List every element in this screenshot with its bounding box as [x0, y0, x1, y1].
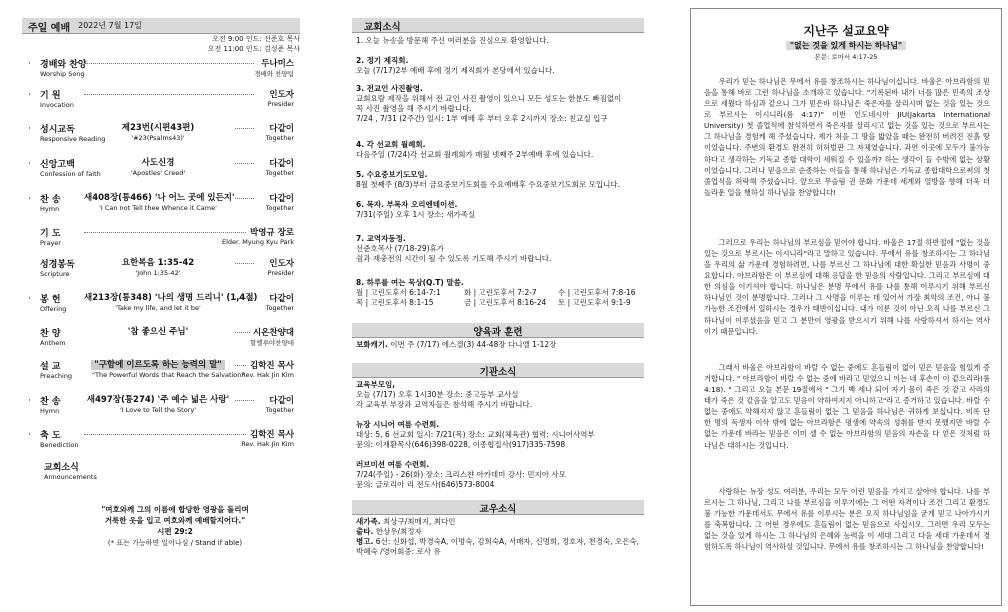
bullet: ·: [28, 124, 31, 134]
item-content-en: 'I Can not Tell thee Whence it Came': [99, 204, 217, 212]
news-line: 꼭 사진 촬영을 해 주시기 바랍니다.: [356, 104, 472, 114]
item-content: 제23번(시편43편): [82, 121, 234, 133]
news-head: 4. 각 선교회 월례회.: [356, 140, 426, 149]
community-row: [356, 537, 654, 547]
qt-day: 월 | 고린도후서 6:14-7:1: [356, 288, 441, 298]
item-content-en: "The Powerful Words that Reach the Salvation": [92, 371, 245, 379]
item-leader-en: 할렐루야찬양대: [250, 339, 294, 347]
item-leader: 다같이: [266, 292, 294, 304]
worship-title: 주일 예배: [28, 23, 71, 34]
news-line: 선준호목사 (7/18-29)휴가: [356, 244, 445, 254]
org-head: 러브미션 여름 수련회.: [356, 460, 430, 469]
community-row: [356, 527, 654, 537]
item-title: 경배와 찬양: [40, 60, 87, 70]
item-leader-en: Together: [265, 134, 294, 142]
news-head: 5. 수요중보기도모임.: [356, 170, 428, 179]
community-row: [356, 547, 654, 557]
qt-day: 토 | 고린도후서 9:1-9: [558, 298, 631, 308]
training-section-header: [352, 323, 644, 338]
item-leader: 김학진 목사: [247, 359, 294, 371]
sermon-reference: 본문: 로마서 4:17-25: [814, 53, 878, 61]
org-line: 문의: 이재환목사(646)398-0228, 이종협집사(917)335-7598: [356, 440, 566, 450]
org-block-2: [356, 420, 654, 450]
leader-dots: [84, 434, 254, 435]
item-title-en: Hymn: [40, 407, 60, 415]
sermon-title: "구함에 이르도록 하는 능력의 말": [91, 360, 224, 370]
sermon-subtitle-wrap: [690, 40, 1002, 51]
news-item-qt: [356, 278, 654, 308]
bullet: ·: [28, 159, 31, 169]
service-time-1: 오전 9:00 인도: 선준호 목사: [212, 35, 300, 43]
item-content: 새408장(통466) '나 어느 곳에 있든지': [84, 193, 235, 203]
item-title: 성시교독: [40, 125, 75, 135]
item-title: 설 교: [40, 362, 61, 372]
item-leader-en: Presider: [267, 100, 294, 108]
community-section-header: [352, 500, 644, 515]
order-item-hymn-1: [28, 192, 294, 222]
item-title: 찬 송: [40, 397, 61, 407]
order-item-creed: [28, 157, 294, 187]
sermon-summary-panel: [690, 0, 1002, 612]
item-title-en: Responsive Reading: [40, 135, 106, 143]
item-title: 신앙고백: [40, 160, 75, 170]
item-leader-en: Together: [265, 169, 294, 177]
community-label: 새가족.: [356, 517, 381, 526]
item-leader-en: Rev. Hak Jin Kim: [241, 371, 294, 379]
org-line: 7/24(주일) - 26(화) 장소: 크리스챤 아카데미 강사: 민지아 사모: [356, 470, 566, 480]
news-item-7: [356, 234, 654, 264]
order-item-scripture: [32, 257, 294, 287]
bullet: ·: [28, 430, 31, 440]
order-item-responsive-reading: [28, 122, 294, 152]
news-head: 2. 정기 제직회.: [356, 56, 409, 65]
leader-dots: [84, 232, 254, 233]
order-item-prayer: [32, 226, 294, 256]
community-text: 박혜숙 /영어회중: 로사 유: [356, 547, 441, 557]
announcements-en: Announcements: [44, 473, 97, 481]
bullet: ·: [28, 90, 31, 100]
order-item-invocation: [28, 88, 294, 118]
community-text: 6선: 신화섭, 박경숙A, 이명숙, 김희숙A, 서매자, 신명희, 정호자, 천경숙, 오은숙,: [373, 537, 640, 547]
community-row: [356, 517, 654, 527]
orgs-title: 기관소식: [479, 367, 517, 378]
bullet: ·: [28, 396, 31, 406]
news-item-3: [356, 84, 654, 125]
news-section-header: [352, 18, 644, 33]
news-head: 7. 교역자동정.: [356, 234, 406, 243]
item-leader: 다같이: [266, 122, 294, 134]
item-title-en: Anthem: [40, 339, 66, 347]
order-item-offering: [28, 292, 294, 322]
item-leader-en: Rev. Hak Jin Kim: [241, 440, 294, 448]
item-title-en: Offering: [40, 305, 67, 313]
news-head: 6. 목자. 부목자 오리엔테이션.: [356, 200, 458, 209]
item-title-en: Invocation: [40, 101, 74, 109]
item-title-en: Confession of faith: [40, 170, 101, 178]
item-leader-en: Together: [265, 304, 294, 312]
qt-day: 수 | 고린도후서 7:8-16: [558, 288, 636, 298]
news-item-5: [356, 170, 654, 190]
community-text: 최상구/최매지, 최다인: [380, 517, 456, 526]
community-label: 출타.: [356, 527, 374, 537]
news-section-title: 교회소식: [364, 22, 401, 33]
item-leader: 다같이: [266, 394, 294, 406]
org-head: 교육부모임,: [356, 380, 396, 389]
item-leader: 두나미스: [258, 57, 294, 69]
news-item-4: [356, 140, 654, 160]
item-title: 찬 송: [40, 195, 61, 205]
news-head: 3. 전교인 사진촬영.: [356, 84, 423, 93]
sermon-paragraph-2: 그러므로 우리는 하나님의 부르심을 믿어야 합니다. 바울은 17절 하반절에 "없는 것을 있는 것으로 부르시는 이시니라"라고 말하고 있습니다. 무에서 유를 창조하시는 그 하나님을 우리의 삶 가운데 경험하려면, 나를 부르신 그 하나님에 대한 확실한 믿음과 사명이 중요합니다. 아브라함은 이 부르심에 대해 응답을 한 믿음의 사람입니다. 그리고 부르심에 대한 의심을 이기셔야 합니다. 하나님은 분명 무에서 유를 나를 통해 이루시기 위해 부르신 하나님인 것이 분명합니다. 그러나 그 사명을 이루는 데 있어서 가장 최악의 조건, 아니 불가능한 조건에서 일하시는 경우가 태반이십니다. 내가 이룬 것이 아닌 오직 나를 부르신 그 하나님이 이루셨음을 믿고 그 분만이 영광을 받으시기 위해 나를 사랑하셔서 하시는 역사이기 때문입니다.: [704, 238, 990, 336]
item-title: 축 도: [40, 431, 61, 441]
bullet: ·: [28, 59, 31, 69]
org-block-3: [356, 460, 654, 490]
item-title: 찬 양: [40, 329, 61, 339]
community-title: 교우소식: [479, 504, 517, 515]
news-line: 8월 첫째주 (8/3)부터 금요중보기도회를 수요예배후 수요중보기도회로 모입니다.: [356, 180, 620, 190]
org-line: 각 교육부 부장과 교역자들은 참석해 주시기 바랍니다.: [356, 400, 533, 410]
org-line: 대상: 5, 6 선교회 일시: 7/21(목) 장소: 교회(체육관) 협력: 시니어사역부: [356, 430, 595, 440]
training-title: 양육과 훈련: [473, 327, 523, 338]
item-title-en: Hymn: [40, 205, 60, 213]
sermon-paragraph-3: 그래서 바울은 아브라함이 바랄 수 없는 중에도 흔들림이 없이 믿은 믿음을 힘있게 증거합니다. " 아브라함이 바랄 수 없는 중에 바라고 믿었으니 이는 네 후손이 이 같으리라(롬 4:18). " 그리고 오늘 본문 19절에서 " 그가 백 세나 되어 자기 몸이 죽은 것 같고 사라의 태가 죽은 것 같음을 알고도 믿음이 약하여지지 아니하고"라고 증거하고 있습니다. 바랄 수 없는 중에도 약해지지 않고 흔들림이 없는 그 믿음을 하나님은 귀하게 보십니다. 비록 단 한 명의 독생자 이삭 밖에 없는 아브라함은 평생에 약속의 성취를 받지 못했지만 바랄 수 없는 가운데 바라는 믿음은 이미 셀 수 없는 아브라함의 믿음의 자손을 다 얻은 것처럼 하나님은 대하시는 것입니다.: [704, 363, 990, 450]
item-leader-en: Together: [265, 406, 294, 414]
orgs-section-header: [352, 363, 644, 378]
item-title-en: Preaching: [40, 372, 73, 380]
worship-header: [22, 18, 300, 34]
order-item-hymn-2: [28, 394, 294, 424]
announcements-label: [44, 460, 97, 481]
service-time-2: 오전 11:00 인도: 김성준 목사: [207, 45, 300, 53]
item-leader: 인도자: [266, 257, 294, 269]
item-title-en: Benediction: [40, 441, 79, 449]
item-leader: 다같이: [266, 157, 294, 169]
announcements-ko: 교회소식: [44, 463, 79, 473]
org-line: 오늘 (7/17) 오후 1시30분 장소: 중고등부 교사실: [356, 390, 519, 400]
news-line: 다음주일 (7/24)각 선교회 월례회가 매월 넷째주 2부예배 후에 있습니다.: [356, 150, 594, 160]
qt-row-2: [356, 298, 654, 308]
item-content: '참 좋으신 주님': [82, 325, 234, 337]
item-content-en: 'Apostles' Creed': [130, 169, 186, 177]
scripture-quote: [90, 505, 260, 548]
org-head: 뉴장 시니어 여름 수련회.: [356, 420, 440, 429]
news-head: 8. 하루를 여는 묵상(Q.T) 말씀.: [356, 278, 464, 287]
order-of-worship-panel: [0, 0, 318, 612]
org-line: 문의: 글로리아 리 전도사(646)573-8004: [356, 480, 495, 490]
quote-line-1: "여호와께 그의 이름에 합당한 영광을 돌리며: [101, 505, 249, 514]
item-title: 기 원: [40, 91, 61, 101]
sermon-subtitle: "없는 것을 있게 하시는 하나님": [786, 41, 906, 50]
news-line: 1. 오늘 뉴송을 방문해 주신 여러분을 진심으로 환영합니다.: [356, 36, 549, 45]
community-text: 한상우/최정자: [373, 527, 422, 537]
order-item-benediction: [28, 428, 294, 458]
news-line: 쉼과 재충전의 시간이 될 수 있도록 기도해 주시기 바랍니다.: [356, 254, 552, 264]
news-line: 오늘 (7/17)2부 예배 후에 정기 제직회가 본당에서 있습니다.: [356, 66, 555, 76]
item-leader: 다같이: [266, 192, 294, 204]
news-item-6: [356, 200, 654, 220]
news-item-2: [356, 56, 654, 76]
item-content: 새213장(통348) '나의 생명 드리니' (1,4절): [84, 293, 258, 303]
news-line: 7/31(주일) 오후 1시 장소: 새가족실: [356, 210, 476, 220]
quote-line-2: 거룩한 옷을 입고 여호와께 예배할지어다.": [104, 515, 246, 525]
item-content: 새497장(통274) '주 예수 넓은 사랑': [82, 393, 234, 405]
news-line: 교회요람 제작을 위해서 전 교인 사진 촬영이 있으니 모든 성도는 한분도 빠짐없이: [356, 94, 622, 104]
item-content-en: 'Take my life, and let it be': [115, 304, 201, 312]
training-line: [356, 340, 654, 350]
news-panel: [350, 0, 658, 612]
training-label: 보화캐기.: [356, 340, 388, 349]
item-content-en: '#23(Psalms43)': [131, 134, 185, 142]
item-leader-en: Together: [265, 204, 294, 212]
item-leader: 박영규 장로: [247, 226, 294, 238]
item-leader-en: Presider: [267, 269, 294, 277]
org-block-1: [356, 380, 654, 410]
sermon-paragraph-1: 우리가 믿는 하나님은 무에서 유를 창조하시는 하나님이십니다. 바울은 아브라함의 믿음을 통해 바로 그런 하나님을 소개하고 있습니다. "기록된바 내가 너를 많은 민족의 조상으로 세웠다 하심과 같으니 그가 믿은바 하나님은 죽은자를 살리시며 없는 것을 있는 것으로 부르시는 이시니라(롬 4:17)" 이번 인도네시아 JIU(Jakarta International University) 첫 졸업식에 참석하면서 죽은자를 살리시고 없는 것을 있는 것으로 부르시는 그 하나님을 경험케 해 주셨습니다. 제가 처음 그 땅을 밟았을 때는 완전히 버려진 진흙 땅이었습니다. 주변의 환경도 완전히 허허벌판 그 자체였습니다. 과연 이곳에 모두가 불가능하다고 생각하는 기독교 종합 대학이 세워질 수 있을까? 하는 생각이 들 수밖에 없는 상황이었습니다. 그러나 믿음으로 순종하는 이들을 통해 하나님은 기독교 종합대학으로써의 첫 졸업식을 허락해 주셨습니다. 앞으로 무슬림 권 문화 가운데 세계와 열방을 향해 더욱 더 놀라운 일을 행하실 하나님을 찬양합니다!: [704, 77, 990, 197]
item-title-en: Scripture: [40, 270, 70, 278]
item-content: 사도신경: [82, 156, 234, 168]
item-title: 성경봉독: [40, 260, 75, 270]
order-item-anthem: [32, 326, 294, 356]
item-leader: 인도자: [266, 88, 294, 100]
news-item-1: [356, 36, 654, 46]
stand-note: (* 표는 가능하면 일어나심 / Stand if able): [107, 538, 243, 547]
item-leader-en: Elder. Myung Kyu Park: [221, 238, 294, 246]
item-content: 요한복음 1:35-42: [82, 256, 234, 268]
leader-dots: [84, 94, 254, 95]
news-line: 7/24 , 7/31 (2주간) 일시: 1부 예배 후 부터 오후 2시까지 장소: 친교실 입구: [356, 114, 608, 124]
item-title-en: Prayer: [40, 239, 61, 247]
community-label: 병고.: [356, 537, 374, 547]
sermon-summary-title: 지난주 설교요약: [803, 24, 889, 38]
community-list: [356, 517, 654, 558]
training-text: 이번 주 (7/17) 에스겔(3) 44-48장 다니엘 1-12장: [387, 340, 557, 349]
leader-dots: [84, 63, 254, 64]
order-item-worship-song: [28, 57, 294, 87]
qt-day: 화 | 고린도후서 7:2-7: [464, 288, 537, 298]
qt-day: 목 | 고린도후서 8:1-15: [356, 298, 434, 308]
item-title-en: Worship Song: [40, 70, 85, 78]
item-leader: 시온찬양대: [250, 326, 294, 338]
qt-row-1: [356, 288, 654, 298]
item-title: 기 도: [40, 229, 61, 239]
bullet: ·: [28, 194, 31, 204]
item-leader-en: 경배와 찬양팀: [254, 70, 294, 78]
item-content-en: 'John 1:35-42': [135, 269, 181, 277]
worship-date: 2022년 7월 17일: [78, 21, 142, 30]
quote-reference: 시편 29:2: [157, 526, 193, 536]
order-item-preaching: [32, 359, 294, 389]
item-title: 봉 헌: [40, 295, 61, 305]
qt-day: 금 | 고린도후서 8:16-24: [464, 298, 547, 308]
item-content-en: 'I Love to Tell the Story': [120, 406, 196, 414]
sermon-paragraph-4: 사랑하는 뉴장 성도 여러분, 우리는 모두 이런 믿음을 가지고 살아야 합니다. 나를 부르시는 그 하나님, 그리고 나를 부르심을 이루기에는 그 어떤 자격이나 조건 그리고 환경도 불 가능한 가운데서도 무에서 유를 이루시는 분은 오직 하나님임을 굳게 믿고 나아가시기를 축복합니다. 그 어떤 경우에도 흔들림이 없는 믿음으로 사십시오. 그러면 우리 모두는 없는 것을 있게 하시는 그 하나님의 은혜와 능력을 이 세대 그리고 다음 세대 가운데서 경험하도록 하나님이 역사하실 것입니다. 무에서 유를 창조하시는 그 하나님을 찬양합니다!: [704, 487, 990, 552]
item-leader: 김학진 목사: [247, 428, 294, 440]
bullet: ·: [28, 294, 31, 304]
sermon-title-highlight: [82, 358, 234, 370]
